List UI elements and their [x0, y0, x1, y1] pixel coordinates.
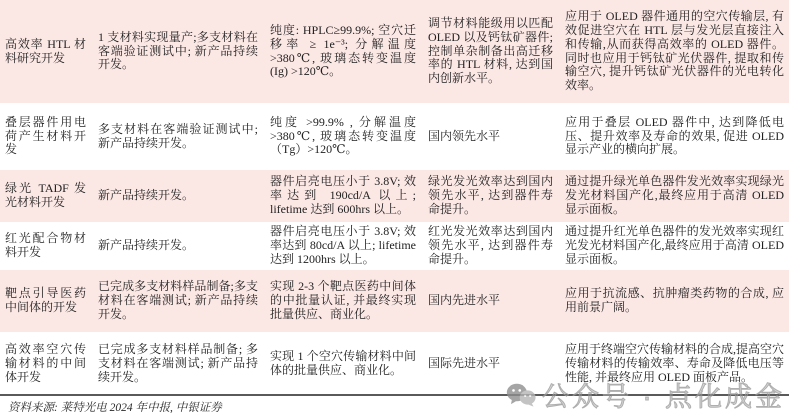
table-cell-status: 已完成多支材料样品制备;多支材料在客端测试; 新产品持续开发。 [98, 279, 258, 321]
table-cell-spec: 器件启亮电压小于 3.8V; 效率达到 80cd/A 以上; lifetime 达到 1200hrs 以上。 [270, 224, 416, 266]
table-cell-project: 红光配合物材料开发 [5, 231, 86, 259]
table-cell-project: 绿光 TADF 发光材料开发 [5, 181, 86, 209]
table-cell-spec: 器件启亮电压小于 3.8V; 效率达到 190cd/A 以上; lifetime 达到 600hrs 以上。 [270, 174, 416, 216]
table-row [0, 270, 789, 332]
table-cell-application: 应用于终端空穴传输材料的合成,提高空穴传输材料的传输效率、寿命及降低电压等性能, 并最终应用 OLED 面板产品。 [565, 342, 785, 384]
table-cell-spec: 实现 2-3 个靶点医药中间体的中批量认证, 并最终实现批量供应、商业化。 [270, 279, 416, 321]
table-cell-project: 叠层器件用电荷产生材料开发 [5, 114, 86, 157]
table-cell-application: 通过提升红光单色器件的发光效率实现红光发光材料国产化,最终应用于高清 OLED 显示面板。 [565, 224, 784, 266]
table-cell-project: 高效率 HTL 材料研究开发 [5, 36, 86, 65]
table-cell-level: 红光发光效率达到国内领先水平, 达到器件寿命提升。 [428, 224, 553, 266]
table-row [0, 222, 789, 270]
table-cell-level: 调节材料能级用以匹配 OLED 以及钙钛矿器件; 控制单杂制备出高迁移率的 HTL 材料, 达到国内创新水平。 [428, 15, 553, 86]
table-cell-application: 通过提升绿光单色器件发光效率实现绿光发光材料国产化,最终应用于高清 OLED 显示面板。 [565, 174, 784, 216]
table-row [0, 103, 789, 170]
table-cell-status: 新产品持续开发。 [98, 238, 195, 253]
table-cell-application: 应用于 OLED 器件通用的空穴传输层, 有效促进空穴在 HTL 层与发光层直接注入和传输,从而获得高效率的 OLED 器件。同时也应用于钙钛矿光伏器件, 提取和传输空穴, 提升钙钛矿光伏器件的光电转化效率。 [565, 8, 784, 93]
table-cell-spec: 纯度 >99.9% , 分解温度>380℃, 玻璃态转变温度（Tg）>120℃。 [270, 114, 416, 157]
table-cell-application: 应用于抗流感、抗肿瘤类药物的合成, 应用前景广阔。 [565, 286, 784, 314]
table-cell-status: 已完成多支材料样品制备; 多支材料在客端测试; 新产品持续开发。 [98, 342, 258, 384]
watermark-text: 公众号 · 点化成金 [542, 382, 785, 412]
table-cell-status: 新产品持续开发。 [98, 188, 195, 203]
table-row [0, 332, 789, 396]
table-cell-application: 应用于叠层 OLED 器件中, 达到降低电压、提升效率及寿命的效果, 促进 OLED 显示产业的横向扩展。 [565, 114, 784, 157]
table-cell-status: 1 支材料实现量产;多支材料在客端验证测试中; 新产品持续开发。 [98, 29, 258, 72]
table-cell-level: 国际先进水平 [428, 356, 501, 371]
table-cell-spec: 纯度: HPLC≥99.9%; 空穴迁移率 ≥ 1e⁻³; 分解温度>380℃, 玻璃态转变温度(Ig) >120℃。 [270, 22, 416, 79]
table-row [0, 0, 789, 103]
table-cell-project: 靶点引导医药中间体的开发 [5, 286, 86, 314]
source-note: 资料来源: 莱特光电 2024 年中报, 中银证券 [8, 401, 222, 414]
table-cell-level: 国内先进水平 [428, 293, 501, 308]
table-cell-project: 高效率空穴传输材料的中间体开发 [5, 342, 86, 384]
table-cell-status: 多支材料在客端验证测试中; 新产品持续开发。 [98, 121, 258, 150]
table-cell-level: 国内领先水平 [428, 128, 501, 143]
table-cell-spec: 实现 1 个空穴传输材料中间体的批量供应、商业化。 [270, 349, 416, 377]
table-cell-level: 绿光发光效率达到国内领先水平, 达到器件寿命提升。 [428, 174, 553, 216]
table-bottom-rule [0, 394, 789, 417]
table-row [0, 170, 789, 222]
